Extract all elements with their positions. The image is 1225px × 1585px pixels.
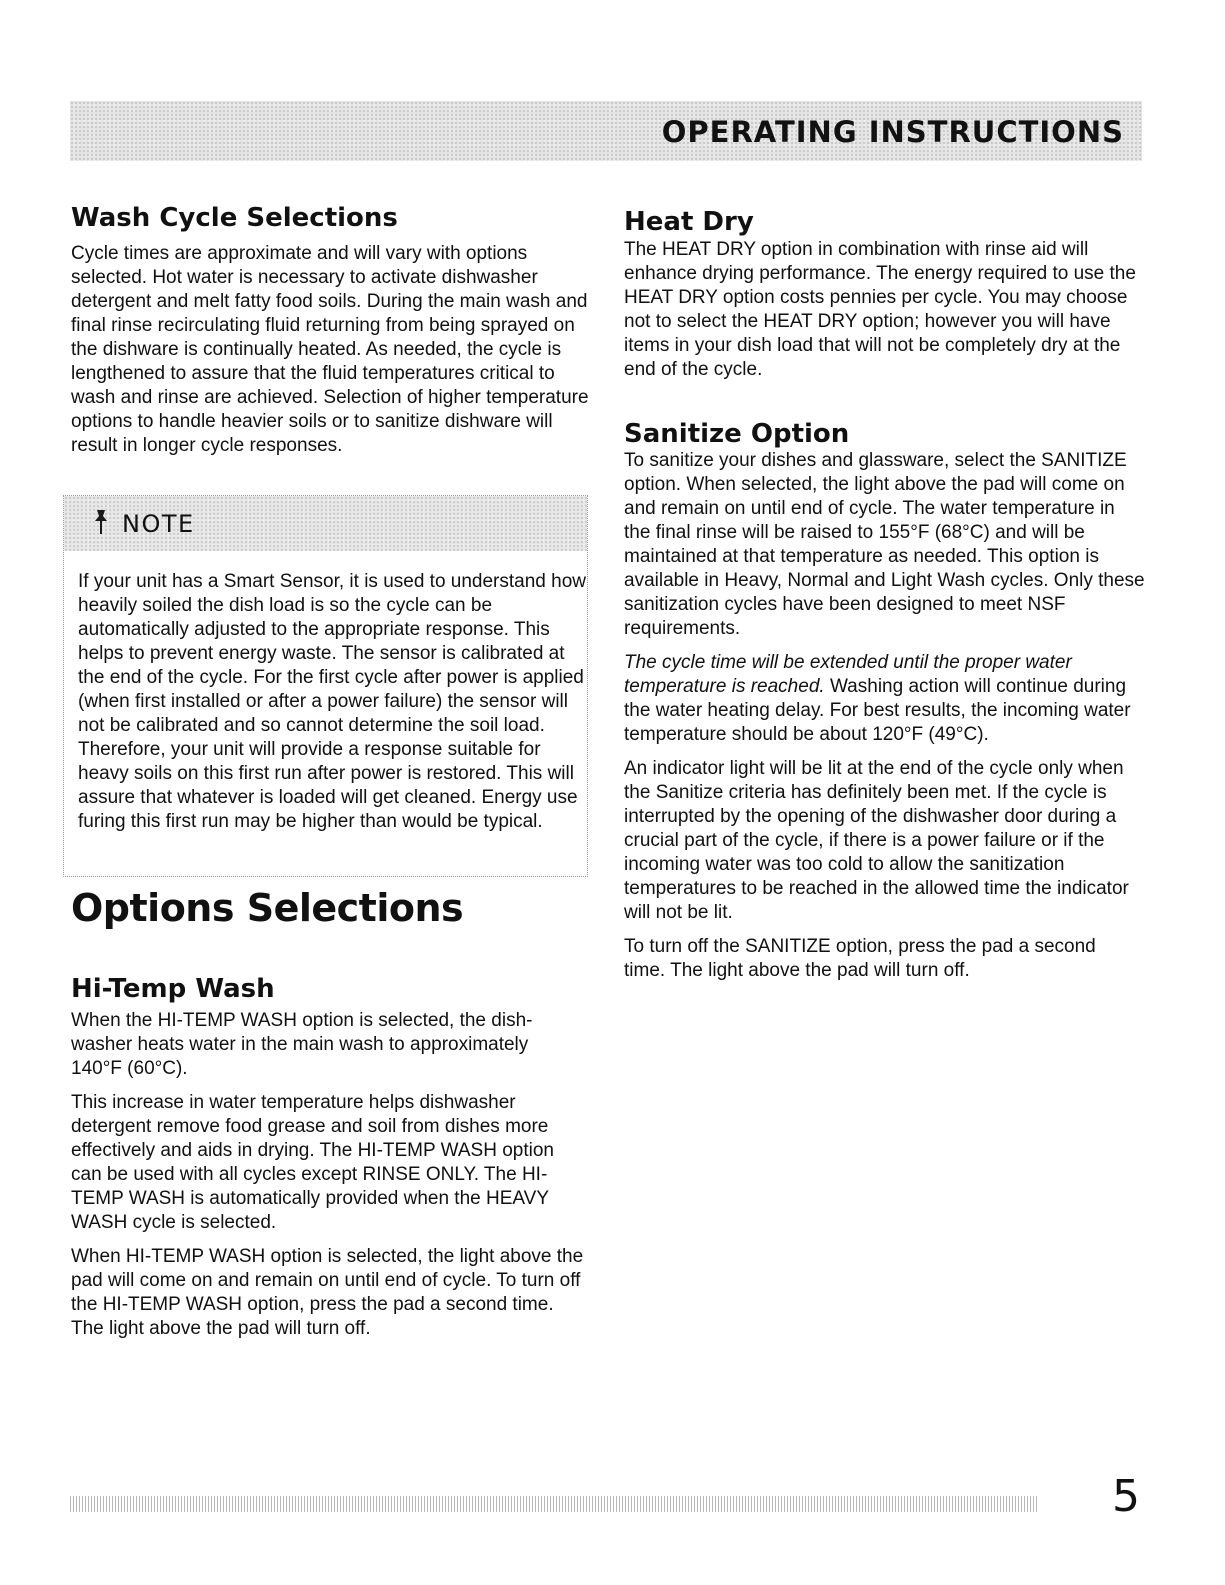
hi-temp-wash-paragraph-2: This increase in water temperature helps dishwasher detergent remove food grease and soil from dishes more effectively and aids in drying. The HI-TEMP WASH option can be used with all cycles except RINSE ONLY. The HI-TEMP WASH is automatically provided when the HEAVY WASH cycle is selected.	[71, 1092, 554, 1233]
hi-temp-wash-paragraph-3: When HI-TEMP WASH option is selected, the light above the pad will come on and remain on until end of cycle. To turn off the HI-TEMP WASH option, press the pad a second time. The light above the pad will turn off.	[71, 1246, 584, 1339]
footer-rule	[70, 1496, 1038, 1512]
sanitize-paragraph-2-rest: Washing action will continue during the water heating delay. For best results, the incoming water temperature should be about 120°F (49°C).	[624, 676, 1131, 745]
header-band	[70, 101, 1142, 161]
heat-dry-body: The HEAT DRY option in combination with rinse aid will enhance drying performance. The energy required to use the HEAT DRY option costs pennies per cycle. You may choose not to select the HEAT DRY option; however you will have items in your dish load that will not be completely dry at the end of the cycle.	[624, 239, 1136, 380]
sanitize-paragraph-2	[624, 651, 1146, 747]
page-header-title: OPERATING INSTRUCTIONS	[661, 115, 1124, 149]
wash-cycle-heading: Wash Cycle Selections	[71, 203, 398, 233]
pushpin-icon	[90, 508, 112, 536]
hi-temp-wash-heading: Hi-Temp Wash	[71, 974, 275, 1004]
note-body: If your unit has a Smart Sensor, it is used to understand how heavily soiled the dish load is so the cycle can be automatically adjusted to the appropriate response. This helps to prevent energy waste. The sensor is calibrated at the end of the cycle. For the first cycle after power is applied (when first installed or after a power failure) the sensor will not be calibrated and so cannot determine the soil load. Therefore, your unit will provide a response suitable for heavy soils on this first run after power is restored. This will assure that whatever is loaded will get cleaned. Energy use furing this first run may be higher than would be typical.	[78, 571, 586, 832]
note-box	[63, 495, 588, 877]
page-number: 5	[1112, 1471, 1140, 1522]
sanitize-option-heading: Sanitize Option	[624, 419, 850, 449]
sanitize-paragraph-4: To turn off the SANITIZE option, press the pad a second time. The light above the pad will turn off.	[624, 936, 1096, 981]
note-title: NOTE	[122, 510, 195, 538]
wash-cycle-body: Cycle times are approximate and will vary with options selected. Hot water is necessary to activate dishwasher detergent and melt fatty food soils. During the main wash and final rinse recirculating fluid returning from being sprayed on the dishware is continually heated. As needed, the cycle is lengthened to assure that the fluid temperatures critical to wash and rinse are achieved. Selection of higher temperature options to handle heavier soils or to sanitize dishware will result in longer cycle responses.	[71, 243, 589, 456]
options-selections-heading: Options Selections	[71, 886, 464, 930]
hi-temp-wash-paragraph-1: When the HI-TEMP WASH option is selected, the dish-washer heats water in the main wash to approximately 140°F (60°C).	[71, 1010, 533, 1079]
sanitize-paragraph-3: An indicator light will be lit at the end of the cycle only when the Sanitize criteria has definitely been met. If the cycle is interrupted by the opening of the dishwasher door during a crucial part of the cycle, if there is a power failure or if the incoming water was too cold to allow the sanitization temperatures to be reached in the allowed time the indicator will not be lit.	[624, 758, 1129, 923]
heat-dry-heading: Heat Dry	[624, 207, 754, 237]
sanitize-paragraph-1: To sanitize your dishes and glassware, select the SANITIZE option. When selected, the light above the pad will come on and remain on until end of cycle. The water temperature in the final rinse will be raised to 155°F (68°C) and will be maintained at that temperature as needed. This option is available in Heavy, Normal and Light Wash cycles. Only these sanitization cycles have been designed to meet NSF requirements.	[624, 450, 1145, 639]
sanitize-italic-note: The cycle time will be extended until the proper water temperature is reached.	[624, 652, 1072, 697]
